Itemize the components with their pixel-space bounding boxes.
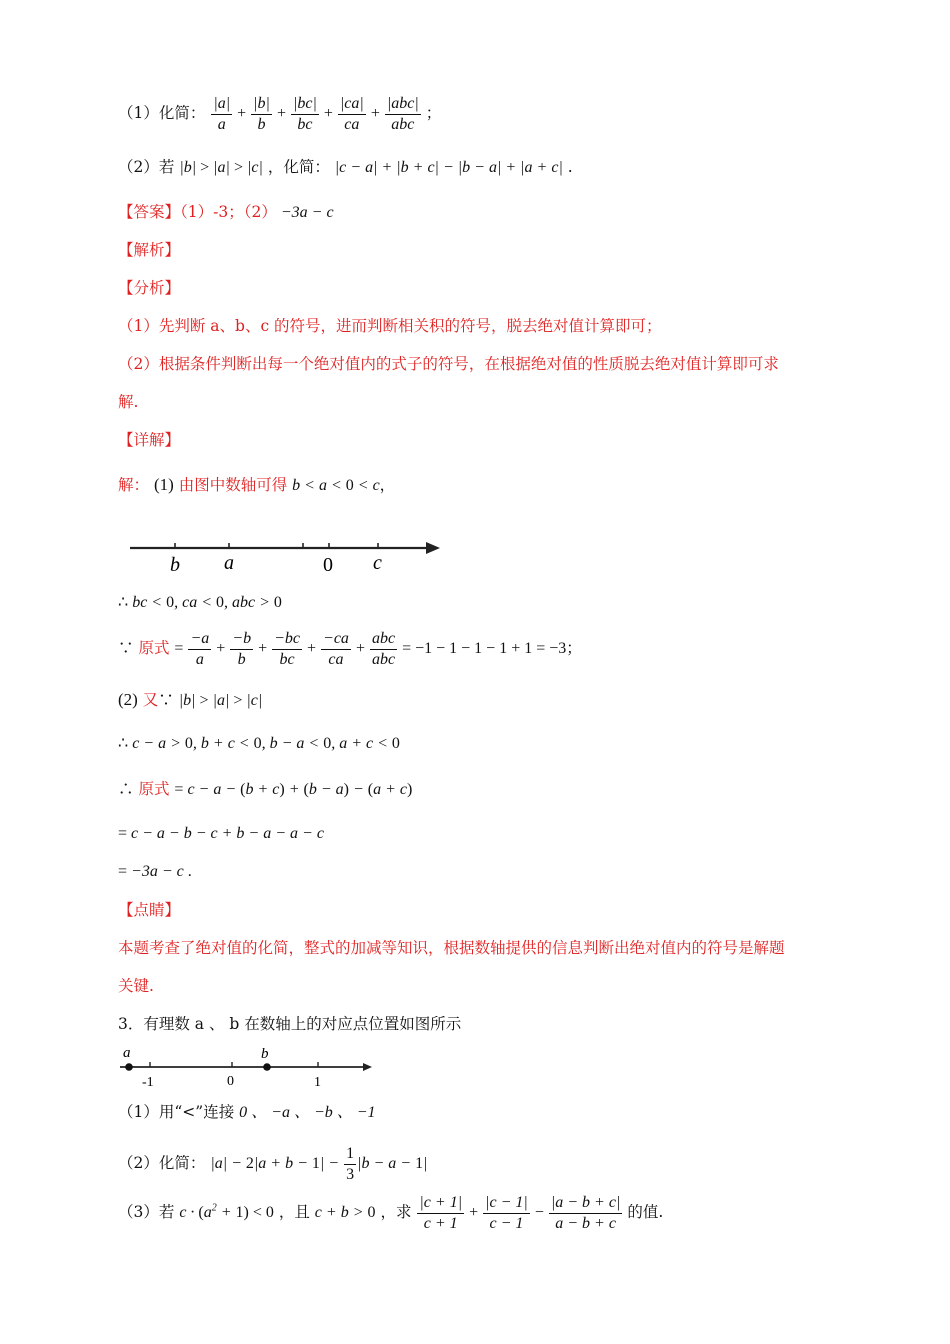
solution-part1: 解： (1) 由图中数轴可得 b < a < 0 < c，: [118, 475, 396, 494]
tick-label-0: 0: [227, 1074, 234, 1089]
q3-part1: （1）用“<”连接 0 、 −a 、 −b 、 −1: [118, 1103, 376, 1121]
fenxi-tag: 【分析】: [118, 279, 181, 297]
math-expr-sum-abs-fractions: $\frac{|a|}{a}$ + $\frac{|b|}{b}$ + $\frac{|bc|}{bc}$ + $\frac{|ca|}{ca}$ + $\frac{\text{|abc|}}{\text{abc}}$: [213, 95, 419, 133]
q3-title: 3．有理数 a 、 b 在数轴上的对应点位置如图所示: [118, 1015, 462, 1033]
dianjing-line2: 关键.: [118, 977, 154, 995]
math-expr-abs-sum: |c − a| + |b + c| − |b − a| + |a + c|: [334, 159, 563, 176]
number-line-label-c: c: [373, 552, 382, 574]
solution-line-yuanshi1: ∵ 原式 = $\frac{-a}{a}$ + $\frac{-b}{b}$ + $\frac{-bc}{bc}$ + $\frac{-ca}{ca}$ + $\frac{\text{abc}}{\text{abc}}$ = −1 − 1 − 1 − 1 + 1 = −3；: [118, 630, 582, 668]
q3-part3: （3）若 $c \cdot (a^2 + 1) < 0$ ，且 c + b > 0 ，求 $\frac{|c + 1|}{c + 1}$ + $\frac{|c - 1|}{c - 1}$ − $\frac{|a - b + c|}{a - b + c}$ 的值.: [118, 1194, 664, 1232]
analysis-tag: 【解析】: [118, 241, 181, 259]
solution-line-expand: = c − a − b − c + b − a − a − c: [118, 825, 324, 842]
solution-line-signs: ∴ bc < 0, ca < 0, abc > 0: [118, 594, 282, 611]
tick-label-1: 1: [314, 1075, 321, 1090]
number-line-label-b: b: [170, 554, 180, 576]
fenxi-line1: （1）先判断 a、b、c 的符号，进而判断相关积的符号，脱去绝对值计算即可；: [118, 317, 662, 335]
tick-label-neg1: -1: [142, 1075, 154, 1090]
solution-line-yuanshi2: ∴ 原式 = c − a − (b + c) + (b − a) − (a + c): [118, 780, 413, 798]
dianjing-tag: 【点睛】: [118, 901, 181, 919]
point-label-b: b: [261, 1046, 269, 1062]
detail-tag: 【详解】: [118, 431, 181, 449]
number-line-label-a: a: [224, 552, 234, 574]
solution-line-sign-terms: ∴ c − a > 0, b + c < 0, b − a < 0, a + c < 0: [118, 735, 400, 752]
point-label-a: a: [123, 1045, 131, 1061]
answer-line: 【答案】（1）-3；（2） −3a − c: [118, 203, 334, 221]
dianjing-line1: 本题考查了绝对值的化简，整式的加减等知识，根据数轴提供的信息判断出绝对值内的符号是解题: [118, 939, 785, 957]
solution-line-result: = −3a − c .: [118, 863, 192, 880]
number-line-label-0: 0: [323, 554, 333, 576]
math-condition: |b| > |a| > |c|: [179, 159, 263, 176]
solution-part2: (2) 又∵ |b| > |a| > |c|: [118, 690, 263, 709]
q2-part1: （1）化简： $\frac{|a|}{a}$ + $\frac{|b|}{b}$ + $\frac{|bc|}{bc}$ + $\frac{|ca|}{ca}$ + $\frac{\text{|abc|}}{\text{abc}}$ ；: [118, 95, 442, 133]
q2-part2: （2）若 |b| > |a| > |c| ，化简： |c − a| + |b + c| − |b − a| + |a + c| .: [118, 158, 573, 176]
number-line-2: [118, 1042, 378, 1092]
point-a: [125, 1063, 133, 1071]
point-b: [263, 1063, 271, 1071]
fenxi-line3: 解.: [118, 393, 139, 411]
fenxi-line2: （2）根据条件判断出每一个绝对值内的式子的符号，在根据绝对值的性质脱去绝对值计算即可求: [118, 355, 779, 373]
q3-part2: （2）化简： |a| − 2|a + b − 1| − $\frac{1}{3}$ |b − a − 1|: [118, 1145, 428, 1183]
number-line-1: [126, 532, 446, 580]
